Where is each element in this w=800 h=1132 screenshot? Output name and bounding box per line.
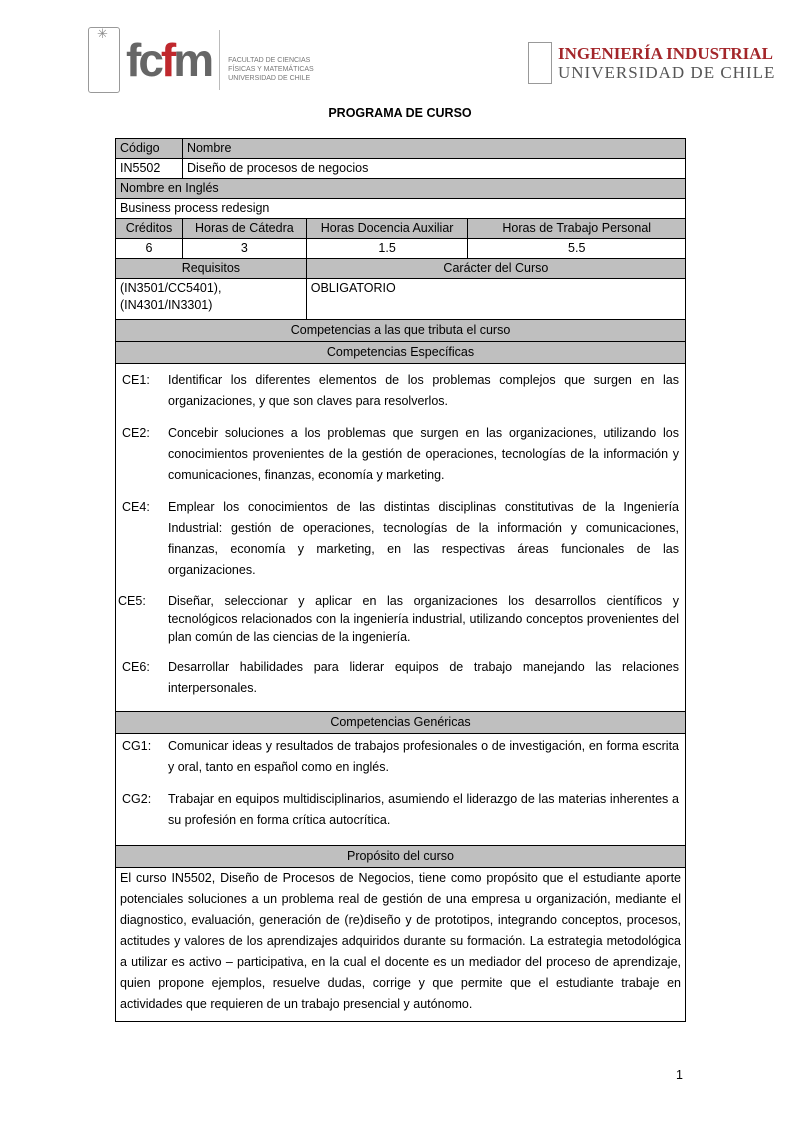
personal-value: 5.5 xyxy=(468,239,686,259)
caracter-label: Carácter del Curso xyxy=(306,259,685,279)
university-seal-icon xyxy=(88,27,120,93)
university-name: UNIVERSIDAD DE CHILE xyxy=(558,63,776,82)
competency-code: CE6: xyxy=(122,660,150,674)
competency-item xyxy=(116,657,681,699)
competency-code: CE2: xyxy=(122,426,150,440)
competency-code: CG1: xyxy=(122,739,152,753)
competency-text: Emplear los conocimientos de las distintas disciplinas constitutivas de la Ingeniería Industrial: gestión de operaciones, tecnologías de la información y comunicaciones, finanzas, economía y marketing, en las respectivas áreas funcionales de las organizaciones. xyxy=(168,500,679,577)
especificas-list xyxy=(116,364,686,712)
english-name-label: Nombre en Inglés xyxy=(116,179,686,199)
competency-item xyxy=(116,592,681,646)
catedra-label: Horas de Cátedra xyxy=(182,219,306,239)
competency-item xyxy=(116,423,681,486)
competency-item xyxy=(116,789,681,831)
competency-item xyxy=(116,497,681,581)
requisitos-label: Requisitos xyxy=(116,259,307,279)
competency-code: CG2: xyxy=(122,792,152,806)
competency-item xyxy=(116,370,681,412)
codigo-label: Código xyxy=(116,139,183,159)
auxiliar-value: 1.5 xyxy=(306,239,468,259)
competency-code: CE1: xyxy=(122,373,150,387)
dept-name: INGENIERÍA INDUSTRIAL xyxy=(558,44,773,63)
english-name: Business process redesign xyxy=(116,199,686,219)
especificas-heading: Competencias Específicas xyxy=(116,342,686,364)
course-table xyxy=(115,138,686,1022)
competency-text: Identificar los diferentes elementos de los problemas complejos que surgen en las organizaciones, y que son claves para resolverlos. xyxy=(168,373,679,408)
faculty-line: UNIVERSIDAD DE CHILE xyxy=(228,74,311,82)
genericas-list xyxy=(116,734,686,846)
faculty-line: FÍSICAS Y MATEMÁTICAS xyxy=(228,65,314,73)
genericas-heading: Competencias Genéricas xyxy=(116,712,686,734)
competency-text: Diseñar, seleccionar y aplicar en las organizaciones los desarrollos científicos y tecnológicos relacionados con la ingeniería industrial, utilizando conceptos provenientes del plan común de las ciencias de la ingeniería. xyxy=(168,594,679,644)
creditos-value: 6 xyxy=(116,239,183,259)
proposito-text: El curso IN5502, Diseño de Procesos de Negocios, tiene como propósito que el estudiante aporte potenciales soluciones a un problema real de gestión de una empresa u organización, mediante el diagnostico, evaluación, generación de (re)diseño y de prototipos, integrando conceptos, procesos, actitudes y valores de los aprendizajes adquiridos durante su formación. La estrategia metodológica a utilizar es activo – participativa, en la cual el docente es un mediador del proceso de aprendizaje, quien propone ejemplos, resuelve dudas, corrige y que permite que el estudiante trabaje en actividades que requieren de un trabajo presencial y autónomo. xyxy=(120,871,681,1011)
competency-item xyxy=(116,736,681,778)
competency-text: Trabajar en equipos multidisciplinarios, asumiendo el liderazgo de las materias inherentes a su profesión en forma crítica autocrítica. xyxy=(168,792,679,827)
page-title: PROGRAMA DE CURSO xyxy=(328,106,472,120)
competency-text: Concebir soluciones a los problemas que surgen en las organizaciones, utilizando los conocimientos provenientes de la gestión de operaciones, tecnologías de la información y comunicaciones, finanzas, economía y marketing. xyxy=(168,426,679,482)
university-seal-icon xyxy=(528,42,552,84)
nombre-label: Nombre xyxy=(182,139,685,159)
fcfm-wordmark: fcfm xyxy=(126,34,212,86)
personal-label: Horas de Trabajo Personal xyxy=(468,219,686,239)
requisito: (IN3501/CC5401), xyxy=(120,281,222,295)
requisito: (IN4301/IN3301) xyxy=(120,298,213,312)
caracter-value: OBLIGATORIO xyxy=(306,279,685,320)
page-number: 1 xyxy=(676,1068,683,1082)
proposito-heading: Propósito del curso xyxy=(116,846,686,868)
competency-text: Desarrollar habilidades para liderar equipos de trabajo manejando las relaciones interpersonales. xyxy=(168,660,679,695)
course-name: Diseño de procesos de negocios xyxy=(182,159,685,179)
competency-code: CE4: xyxy=(122,500,150,514)
auxiliar-label: Horas Docencia Auxiliar xyxy=(306,219,468,239)
competency-text: Comunicar ideas y resultados de trabajos profesionales o de investigación, en forma escrita y oral, tanto en español como en inglés. xyxy=(168,739,679,774)
competencias-heading: Competencias a las que tributa el curso xyxy=(116,320,686,342)
catedra-value: 3 xyxy=(182,239,306,259)
faculty-line: FACULTAD DE CIENCIAS xyxy=(228,56,311,64)
creditos-label: Créditos xyxy=(116,219,183,239)
competency-code: CE5: xyxy=(118,594,146,608)
requisitos xyxy=(116,279,307,320)
course-code: IN5502 xyxy=(116,159,183,179)
fcfm-logo xyxy=(88,26,314,94)
ingenieria-industrial-logo xyxy=(528,42,775,84)
